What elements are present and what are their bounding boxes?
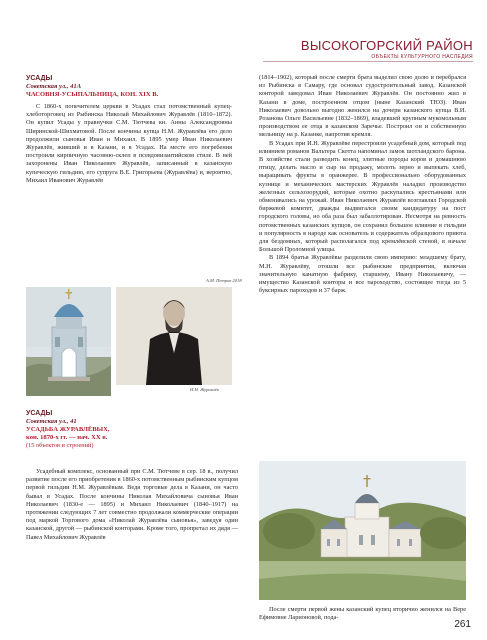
object-title-2: УСАДЬБА ЖУРАВЛЁВЫХ, — [26, 426, 110, 433]
right-paragraph-4: После смерти первой жены казанский купец вторично женился на Вере Ефимовне Ларионовой, пода- — [259, 606, 466, 622]
page-number: 261 — [454, 619, 471, 630]
object-dates-text: кон. 1870-х гг. — нач. XX в. — [26, 434, 108, 441]
object-dates-2 — [26, 434, 232, 442]
photo-credit: А.М. Петров 2018 — [206, 278, 242, 283]
object-address: Советская ул., 41А — [26, 83, 82, 90]
section-subtitle: ОБЪЕКТЫ КУЛЬТУРНОГО НАСЛЕДИЯ — [371, 54, 473, 60]
portrait-caption: И.Н. Журавлёв — [190, 387, 219, 392]
chapel-image — [26, 287, 111, 396]
chapel-photo — [26, 287, 111, 396]
left-column-heading-2 — [26, 409, 232, 450]
section-title: ВЫСОКОГОРСКИЙ РАЙОН — [300, 38, 473, 53]
estate-description: Усадебный комплекс, основанный при С.М. Тютчеве в сер. 18 в., получил развитие после его приобретения в 1860-х потомственным рыбинским купцом первой гильдии Н.М. Журавлёвым. Ведя торговые дела в Казани, он часто бывал в Усадах. После кончины Николая Михайловича сыновья Иван Николаевич (1830-е — 1895) и Михаил Николаевич (1840–1917) на протяжении следующих 7 лет совместно продолжали коммерческие операции под маркой Торгового дома «Николай Журавлёва сыновья», заведуя один казанской, другой — рыбинской конторами. Кроме того, пропретал их дядя — Павел Михайлович Журавлёв — [26, 468, 238, 541]
right-column — [259, 74, 466, 295]
right-paragraph-3: В 1894 братья Журавлёвы разделили свою империю: младшему брату, М.Н. Журавлёву, отошли все рыбинские предприятия, включая значительную канатную фабрику, старшему, Ивану Николаевичу, — имущество Казанской конторы и все пароходство, состоящее тогда из 5 буксирных пароходов и 37 барж. — [259, 254, 466, 295]
object-title: ЧАСОВНЯ-УСЫПАЛЬНИЦА, КОН. XIX В. — [26, 91, 159, 98]
left-column-upper — [26, 74, 232, 185]
village-label-2: УСАДЫ — [26, 410, 53, 417]
object-note: (15 объектов и строений) — [26, 442, 94, 449]
right-paragraph-2: В Усадах при И.Н. Журавлёве перестроили усадебный дом, который под влиянием романов Вальтера Скотта напоминал замок шотландского барона. В хозяйстве стали разводить конец, элитные породы коров и домашнюю птицу, делать масло и сыр на продажу, молоть зерно и выпекать хлеб, выращивать фрукты в оранжерее. В профессионально оборудованных кузнице и механических мастерских Журавлёв наладил производство железных сельхозорудий, которые охотно раскупались крестьянами или обменивались на урожай. Иван Николаевич Журавлёв возглавлял Городской биржевой комитет, дважды выдвигался своим кандидатуру на пост городского головы, но оба раза был забаллотирован. Несмотря на ревность потомственных казанских купцов, он сохранил большое влияние в гильдии и популярность в народе как основатель и содержатель образцового приюта для бездомных, который располагался под кремлёвской стеной, в начале Большой Проломной улицы. — [259, 139, 466, 254]
estate-image — [259, 461, 466, 600]
village-label: УСАДЫ — [26, 75, 53, 82]
portrait-image — [116, 287, 232, 385]
right-column-bottom — [259, 606, 466, 622]
left-column-lower — [26, 468, 238, 542]
object-address-2: Советская ул., 41 — [26, 418, 77, 425]
right-paragraph-1: (1814–1902), который после смерти брата выделил свою долю и перебрался из Рыбинска в Самару, где основал судостроительный завод. Казанской конторой заведовал Иван Николаевич Журавлёв. Он постоянно жил в Казани в доме, построенном отцом (ныне Казанский ТЮЗ). Иван Николаевич довольно выгодно женился на дочери казанского купца В.И. Розанова Ольге Васильевне (1832–1869), владевшей крупным мукомольным производством ее отца в казанском Заречье. Построил он и собственную мельницу на р. Казанке, напротив кремля. — [259, 74, 466, 139]
portrait-photo — [116, 287, 232, 385]
object-description: С 1860-х попечителем церкви в Усадах стал потомственный купец-хлеботорговец из Рыбинска Николай Михайлович Журавлёв (1810–1872). Он купил Усады у правнучки С.М. Тютчева кн. Анны Александровны Ширинской-Шихматовой. После кончины купца Н.М. Журавлёва его дело продолжили сыновья Иван и Михаил. В 1895 умер Иван Николаевич Журавлёв, живший и в Казани, и в Усадах. На месте его погребения построили кирпичную часовню-склеп в псевдовизантийском стиле. В ней захоронены Иван Николаевич Журавлёв, записанный в казанскую купеческую гильдию, его супруга В.Е. Григорьева (Журавлёва) и, вероятно, Михаил Иванович Журавлёв — [26, 103, 232, 184]
header-divider — [263, 61, 473, 62]
estate-photo — [259, 461, 466, 600]
